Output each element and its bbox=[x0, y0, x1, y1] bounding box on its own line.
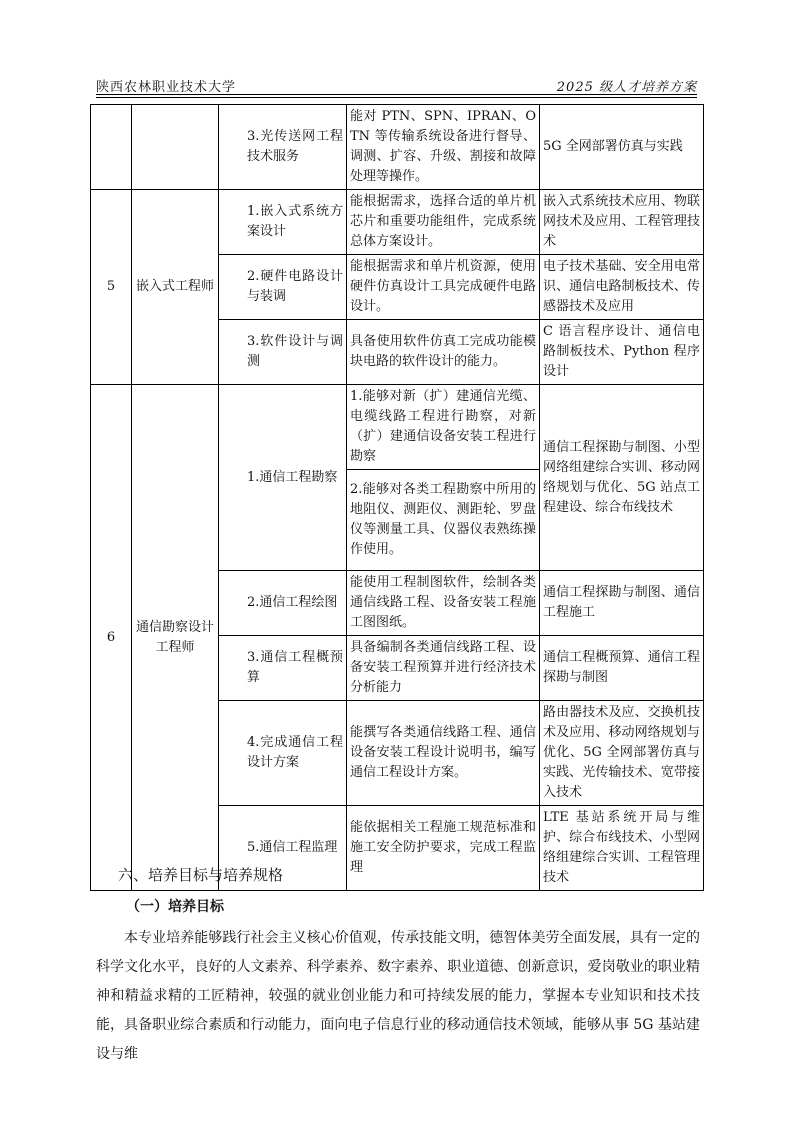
course-cell: 通信工程探勘与制图、小型网络组建综合实训、移动网络规划与优化、5G 站点工程建设、综合布线技术 bbox=[540, 385, 704, 571]
header-school-name: 陕西农林职业技术大学 bbox=[96, 80, 237, 95]
ability-cell: 具备编制各类通信线路工程、设备安装工程预算并进行经济技术分析能力 bbox=[347, 636, 540, 701]
task-cell: 2.硬件电路设计与装调 bbox=[219, 255, 347, 320]
course-cell: 通信工程探勘与制图、通信工程施工 bbox=[540, 571, 704, 636]
ability-cell: 能使用工程制图软件，绘制各类通信线路工程、设备安装工程施工图图纸。 bbox=[347, 571, 540, 636]
ability-cell: 能撰写各类通信线路工程、通信设备安装工程设计说明书，编写通信工程设计方案。 bbox=[347, 701, 540, 806]
task-cell: 3.软件设计与调测 bbox=[219, 320, 347, 385]
course-cell: 通信工程概预算、通信工程探勘与制图 bbox=[540, 636, 704, 701]
course-cell: LTE 基站系统开局与维护、综合布线技术、小型网络组建综合实训、工程管理技术 bbox=[540, 806, 704, 891]
row-number: 5 bbox=[91, 190, 132, 385]
table-row bbox=[91, 190, 704, 255]
task-cell: 3.通信工程概预算 bbox=[219, 636, 347, 701]
table-row bbox=[91, 105, 704, 190]
ability-cell: 具备使用软件仿真工完成功能模块电路的软件设计的能力。 bbox=[347, 320, 540, 385]
page-header bbox=[96, 72, 697, 96]
ability-cell: 能根据需求，选择合适的单片机芯片和重要功能组件，完成系统总体方案设计。 bbox=[347, 190, 540, 255]
task-cell: 3.光传送网工程技术服务 bbox=[219, 105, 347, 190]
row-number: 6 bbox=[91, 385, 132, 891]
task-cell: 1.嵌入式系统方案设计 bbox=[219, 190, 347, 255]
job-title: 嵌入式工程师 bbox=[132, 190, 219, 385]
ability-cell: 1.能够对新（扩）建通信光缆、电缆线路工程进行勘察，对新（扩）建通信设备安装工程进行勘察 bbox=[347, 385, 540, 470]
ability-cell: 能根据需求和单片机资源，使用硬件仿真设计工具完成硬件电路设计。 bbox=[347, 255, 540, 320]
task-cell: 5.通信工程监理 bbox=[219, 806, 347, 891]
course-cell: 嵌入式系统技术应用、物联网技术及应用、工程管理技术 bbox=[540, 190, 704, 255]
occupation-table bbox=[90, 104, 704, 891]
section-heading: 六、培养目标与培养规格 bbox=[118, 866, 284, 884]
task-cell: 2.通信工程绘图 bbox=[219, 571, 347, 636]
task-cell: 1.通信工程勘察 bbox=[219, 385, 347, 571]
header-doc-title: 2025 级人才培养方案 bbox=[556, 80, 697, 95]
ability-cell: 能对 PTN、SPN、IPRAN、OTN 等传输系统设备进行督导、调测、扩容、升级、割接和故障处理等操作。 bbox=[347, 105, 540, 190]
course-cell: 路由器技术及应、交换机技术及应用、移动网络规划与优化、5G 全网部署仿真与实践、光传输技术、宽带接入技术 bbox=[540, 701, 704, 806]
course-cell: 5G 全网部署仿真与实践 bbox=[540, 105, 704, 190]
paragraph-text: 本专业培养能够践行社会主义核心价值观，传承技能文明，德智体美劳全面发展，具有一定的科学文化水平，良好的人文素养、科学素养、数字素养、职业道德、创新意识，爱岗敬业的职业精神和精益求精的工匠精神，较强的就业创业能力和可持续发展的能力，掌握本专业知识和技术技能，具备职业综合素质和行动能力，面向电子信息行业的移动通信技术领域，能够从事 5G 基站建设与维 bbox=[96, 930, 700, 1062]
empty-cell bbox=[91, 105, 132, 190]
job-title: 通信勘察设计工程师 bbox=[132, 385, 219, 891]
subsection-heading: （一）培养目标 bbox=[126, 899, 224, 915]
course-cell: C 语言程序设计、通信电路制板技术、Python 程序设计 bbox=[540, 320, 704, 385]
task-cell: 4.完成通信工程设计方案 bbox=[219, 701, 347, 806]
body-paragraph bbox=[96, 924, 700, 1069]
table-row bbox=[91, 385, 704, 470]
header-rule-2 bbox=[96, 97, 697, 98]
ability-cell: 2.能够对各类工程勘察中所用的地阻仪、测距仪、测距轮、罗盘仪等测量工具、仪器仪表熟练操作使用。 bbox=[347, 470, 540, 571]
course-cell: 电子技术基础、安全用电常识、通信电路制板技术、传感器技术及应用 bbox=[540, 255, 704, 320]
header-rule bbox=[96, 94, 697, 95]
empty-cell bbox=[132, 105, 219, 190]
ability-cell: 能依据相关工程施工规范标准和施工安全防护要求，完成工程监理 bbox=[347, 806, 540, 891]
